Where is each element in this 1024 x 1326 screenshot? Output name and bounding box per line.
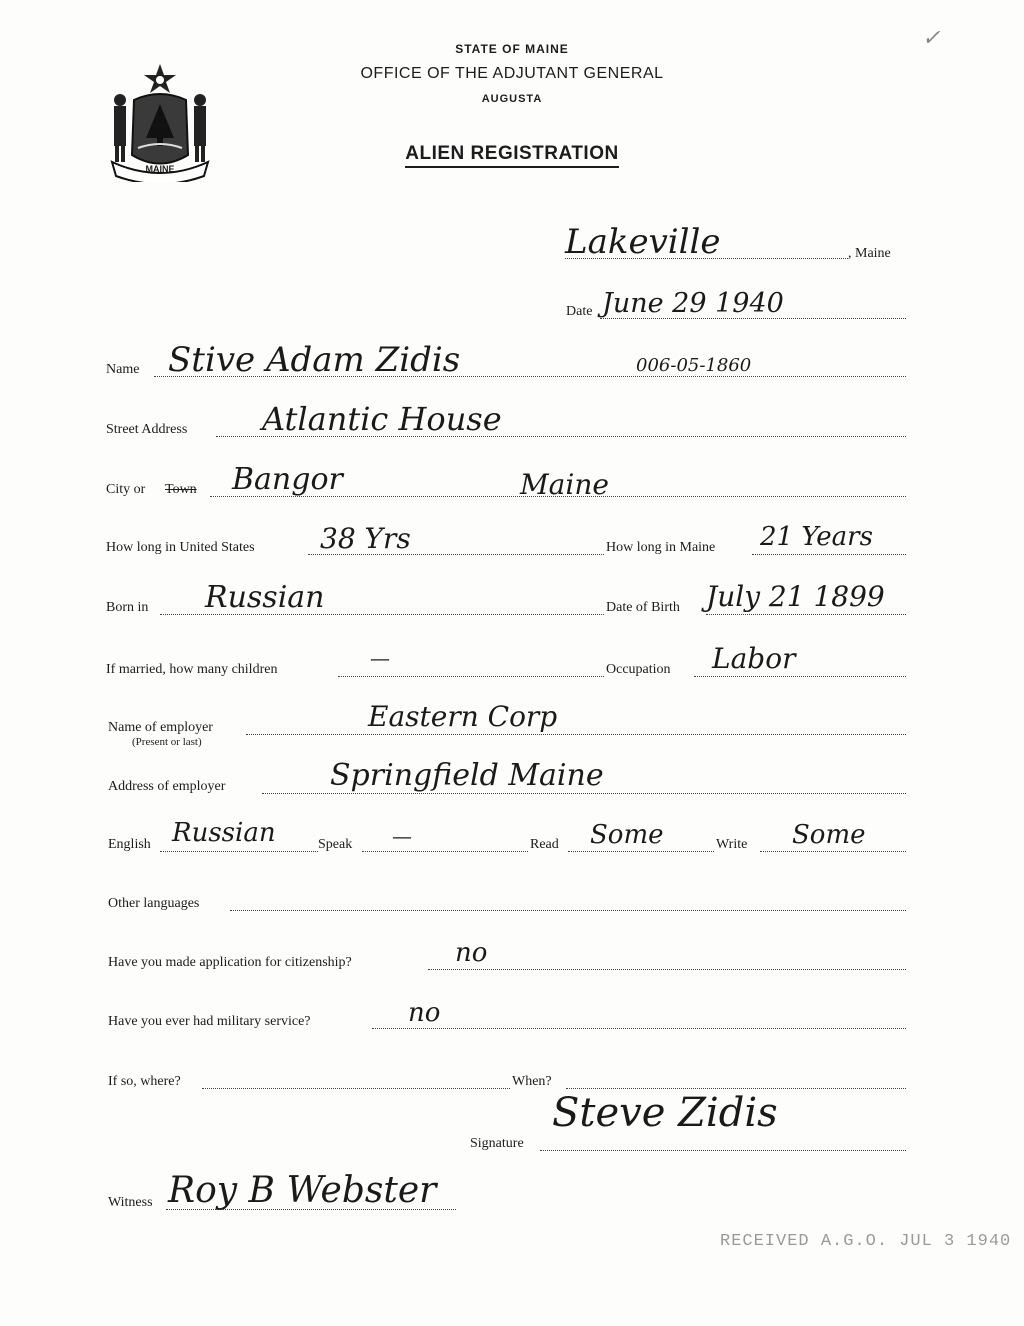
- signature-label: Signature: [470, 1136, 524, 1151]
- english-label: English: [108, 837, 151, 852]
- name-label: Name: [106, 362, 140, 377]
- military-line: [372, 1028, 906, 1029]
- read-label: Read: [530, 837, 559, 852]
- how-long-maine-label: How long in Maine: [606, 540, 716, 555]
- born-in-label: Born in: [106, 600, 149, 615]
- received-stamp: RECEIVED A.G.O. JUL 3 1940: [720, 1232, 1012, 1251]
- town-line: [565, 258, 848, 259]
- street-line: [216, 436, 906, 437]
- other-languages-label: Other languages: [108, 896, 200, 911]
- witness-label: Witness: [108, 1195, 153, 1210]
- check-mark: ✓: [922, 26, 941, 51]
- signature-value: Steve Zidis: [552, 1090, 778, 1136]
- write-line: [760, 851, 906, 852]
- town-value: Lakeville: [565, 222, 721, 262]
- street-label: Street Address: [106, 422, 188, 437]
- write-label: Write: [716, 837, 748, 852]
- city-line: [210, 496, 906, 497]
- years-maine-line: [752, 554, 906, 555]
- years-maine-value: 21 Years: [760, 522, 873, 552]
- maine-label: , Maine: [848, 246, 891, 261]
- citizenship-value: no: [455, 938, 488, 968]
- office-heading: OFFICE OF THE ADJUTANT GENERAL: [360, 65, 664, 82]
- employer-note: (Present or last): [132, 736, 202, 748]
- date-label: Date: [566, 304, 593, 319]
- military-value: no: [408, 998, 441, 1028]
- state-heading: STATE OF MAINE: [455, 42, 569, 56]
- married-label: If married, how many children: [106, 662, 278, 677]
- form-title: ALIEN REGISTRATION: [405, 143, 618, 168]
- id-number-value: 006-05-1860: [636, 355, 752, 376]
- employer-address-label: Address of employer: [108, 779, 226, 794]
- employer-address-value: Springfield Maine: [330, 758, 604, 793]
- read-line: [568, 851, 714, 852]
- employer-label: Name of employer: [108, 720, 213, 735]
- city-heading: AUGUSTA: [481, 93, 543, 105]
- date-value: June 29 1940: [602, 288, 784, 319]
- read-value: Some: [590, 820, 664, 850]
- employer-line: [246, 734, 906, 735]
- children-line: [338, 676, 604, 677]
- when-label: When?: [512, 1074, 552, 1089]
- speak-label: Speak: [318, 837, 353, 852]
- occupation-value: Labor: [712, 642, 796, 675]
- born-in-value: Russian: [205, 580, 325, 615]
- date-of-birth-line: [706, 614, 906, 615]
- where-line: [202, 1088, 510, 1089]
- witness-line: [166, 1209, 456, 1210]
- employer-value: Eastern Corp: [368, 700, 558, 733]
- other-languages-line: [230, 910, 906, 911]
- date-of-birth-label: Date of Birth: [606, 600, 680, 615]
- english-value: Russian: [172, 818, 276, 848]
- witness-value: Roy B Webster: [168, 1170, 437, 1211]
- children-value: —: [370, 646, 390, 670]
- seal-banner-text: MAINE: [145, 164, 175, 174]
- speak-line: [362, 851, 528, 852]
- when-line: [566, 1088, 906, 1089]
- write-value: Some: [792, 820, 866, 850]
- occupation-line: [694, 676, 906, 677]
- city-or-label: City or: [106, 482, 146, 497]
- street-value: Atlantic House: [262, 400, 502, 438]
- military-label: Have you ever had military service?: [108, 1014, 311, 1029]
- english-line: [160, 851, 318, 852]
- where-label: If so, where?: [108, 1074, 181, 1089]
- citizenship-line: [428, 969, 906, 970]
- signature-line: [540, 1150, 906, 1151]
- town-struck-label: Town: [165, 482, 197, 497]
- state-value: Maine: [520, 468, 609, 501]
- occupation-label: Occupation: [606, 662, 671, 677]
- citizenship-label: Have you made application for citizenship?: [108, 955, 352, 970]
- employer-address-line: [262, 793, 906, 794]
- name-value: Stive Adam Zidis: [168, 340, 461, 380]
- date-line: [600, 318, 906, 319]
- born-in-line: [160, 614, 604, 615]
- city-value: Bangor: [232, 462, 343, 497]
- speak-value: —: [392, 824, 412, 848]
- date-of-birth-value: July 21 1899: [706, 580, 885, 613]
- how-long-us-label: How long in United States: [106, 540, 255, 555]
- years-us-value: 38 Yrs: [320, 522, 411, 555]
- name-line: [154, 376, 906, 377]
- years-us-line: [308, 554, 604, 555]
